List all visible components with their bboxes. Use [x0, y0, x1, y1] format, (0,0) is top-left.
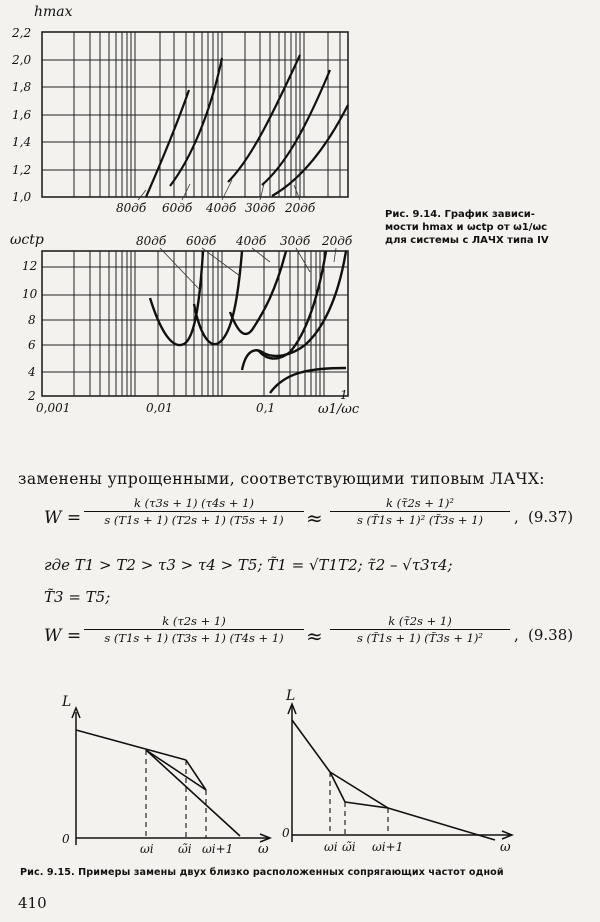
bottom-curve-label-20db: 20дб	[322, 234, 353, 248]
bottom-ytick-8: 8	[28, 313, 36, 327]
eq38-approx: ≈	[306, 624, 323, 648]
eq38-number: (9.38)	[528, 626, 574, 644]
fig915-left-axes	[72, 708, 270, 845]
eq38-numerator-1: k (τ2s + 1)	[84, 614, 304, 630]
top-chart-curves	[146, 55, 348, 197]
fig915-left-dashes	[146, 750, 206, 838]
eq37-numerator-2: k (τ̃2s + 1)²	[330, 496, 510, 512]
fig915-right-origin: 0	[282, 826, 290, 840]
eq37-numerator-1: k (τ3s + 1) (τ4s + 1)	[84, 496, 304, 512]
where-line: где T1 > T2 > τ3 > τ4 > T5; T̃1 = √T1T2; τ̃2 – √τ3τ4;	[44, 556, 453, 574]
eq37-lhs: W =	[44, 508, 82, 528]
eq37-approx: ≈	[306, 506, 323, 530]
bottom-ytick-2: 2	[28, 389, 36, 403]
eq37-fraction-2	[330, 496, 510, 527]
bottom-curve-20db	[242, 251, 346, 370]
eq37-denominator-1: s (T1s + 1) (T2s + 1) (T5s + 1)	[104, 513, 284, 527]
equation-9-37	[44, 496, 584, 540]
eq38-fraction-2	[330, 614, 510, 645]
top-ytick-1-0: 1,0	[12, 190, 32, 204]
fig915-right-tick-omega-i: ωi	[324, 840, 338, 854]
caption-9-14-line1: Рис. 9.14. График зависи-	[385, 209, 535, 220]
figure-9-15-caption: Рис. 9.15. Примеры замены двух близко расположенных сопрягающих частот одной	[20, 867, 504, 878]
top-curve-40db	[228, 55, 300, 182]
top-curve-label-60db: 60дб	[162, 201, 193, 215]
top-curve-label-30db: 30дб	[245, 201, 276, 215]
t3-line: T̃3 = T5;	[44, 588, 111, 606]
fig915-right-tick-omega-i1: ωi+1	[372, 840, 404, 854]
bottom-xtick-1: 1	[340, 388, 348, 402]
fig915-right-ylabel: L	[286, 688, 296, 704]
top-curve-label-40db: 40дб	[206, 201, 237, 215]
top-chart-ylabel: hmax	[34, 4, 73, 20]
bottom-curve-label-30db: 30дб	[280, 234, 311, 248]
caption-9-14-line2: мости hmax и ωctp от ω1/ωc	[385, 222, 548, 233]
eq37-denominator-2: s (T̃1s + 1)² (T̃3s + 1)	[356, 513, 484, 527]
bottom-chart-ylabel: ωctp	[10, 232, 44, 248]
fig915-right-lines	[292, 720, 495, 840]
fig915-left-ylabel: L	[62, 694, 72, 710]
top-ytick-2-0: 2,0	[12, 53, 32, 67]
top-curve-label-80db: 80дб	[116, 201, 147, 215]
bottom-ytick-4: 4	[28, 365, 36, 379]
eq37-fraction-1	[84, 496, 304, 527]
fig915-right-axes	[288, 704, 512, 842]
fig915-right-xlabel: ω	[500, 840, 511, 855]
equation-9-38	[44, 614, 584, 658]
bottom-xtick-0-001: 0,001	[36, 401, 71, 415]
bottom-ytick-10: 10	[22, 287, 38, 301]
eq37-number: (9.37)	[528, 508, 574, 526]
page-number: 410	[18, 894, 47, 912]
eq38-denominator-1: s (T1s + 1) (T3s + 1) (T4s + 1)	[104, 631, 284, 645]
bottom-xtick-0-01: 0,01	[146, 401, 173, 415]
fig915-left-origin: 0	[62, 832, 70, 846]
fig915-right-tick-omega-tilde-i: ω̃i	[342, 840, 356, 854]
eq38-numerator-2: k (τ̃2s + 1)	[330, 614, 510, 630]
caption-9-14-line3: для системы с ЛАЧХ типа IV	[385, 235, 549, 246]
top-ytick-1-4: 1,4	[12, 135, 32, 149]
eq38-fraction-1	[84, 614, 304, 645]
bottom-xtick-0-1: 0,1	[256, 401, 276, 415]
bottom-curve-label-40db: 40дб	[236, 234, 267, 248]
fig915-left-lines	[76, 730, 240, 836]
bottom-chart-xlabel: ω1/ωc	[318, 402, 360, 417]
fig915-left-xlabel: ω	[258, 842, 269, 857]
intro-paragraph: заменены упрощенными, соответствующими типовым ЛАЧХ:	[18, 470, 545, 488]
eq38-denominator-2: s (T̃1s + 1) (T̃3s + 1)²	[356, 631, 484, 645]
eq37-tail: ,	[514, 508, 519, 526]
top-curve-20db	[272, 105, 348, 196]
top-ytick-2-2: 2,2	[12, 26, 32, 40]
bottom-ytick-12: 12	[22, 259, 38, 273]
fig915-left-tick-omega-tilde-i: ω̃i	[178, 842, 192, 856]
fig915-left-tick-omega-i: ωi	[140, 842, 154, 856]
bottom-ytick-6: 6	[28, 338, 36, 352]
top-ytick-1-8: 1,8	[12, 80, 32, 94]
top-ytick-1-6: 1,6	[12, 108, 32, 122]
eq38-lhs: W =	[44, 626, 82, 646]
top-curve-label-20db: 20дб	[285, 201, 316, 215]
top-ytick-1-2: 1,2	[12, 163, 32, 177]
figure-9-14-caption	[385, 208, 585, 247]
bottom-curve-label-80db: 80дб	[136, 234, 167, 248]
bottom-curve-label-60db: 60дб	[186, 234, 217, 248]
eq38-tail: ,	[514, 626, 519, 644]
top-curve-80db	[146, 90, 189, 197]
fig915-left-tick-omega-i1: ωi+1	[202, 842, 234, 856]
